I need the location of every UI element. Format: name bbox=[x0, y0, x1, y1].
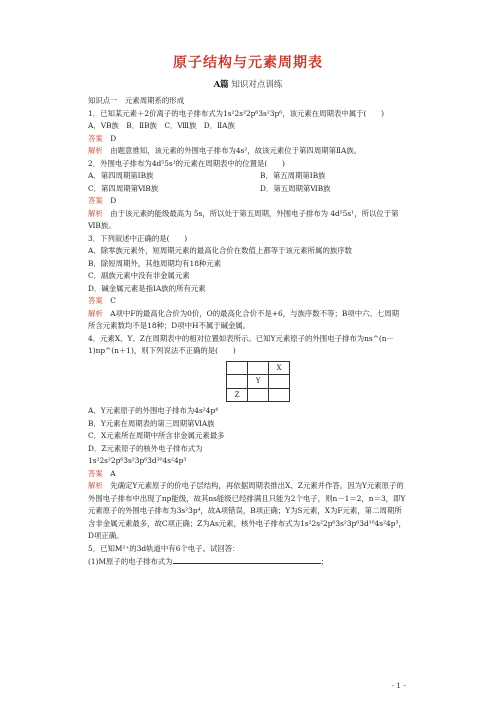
q5-sub1 bbox=[88, 555, 406, 569]
table-row bbox=[227, 388, 290, 402]
table-cell bbox=[248, 361, 269, 375]
q2-option-d: D．第五周期第ⅥB族 bbox=[260, 183, 331, 193]
page-title: 原子结构与元素周期表 bbox=[173, 55, 323, 71]
table-cell bbox=[269, 388, 290, 402]
q2-option-a: A．第四周期第ⅠB族 bbox=[88, 171, 154, 180]
q1-options: A．ⅤB族 B．ⅡB族 C．Ⅷ族 D．ⅡA族 bbox=[88, 121, 235, 130]
q1-answer bbox=[88, 133, 406, 146]
q2-options-row1 bbox=[88, 170, 406, 183]
q3-option-c: C．副族元素中没有非金属元素 bbox=[88, 271, 190, 280]
table-cell bbox=[227, 361, 248, 375]
q4-option-d-formula: 1s²2s²2p⁶3s²3p⁶3d¹⁰4s²4p³ bbox=[88, 456, 187, 465]
q5-sub1-end: ； bbox=[320, 557, 328, 566]
q4-stem: 4．元素X、Y、Z在周期表中的相对位置如表所示。已知Y元素原子的外围电子排布为ns^(n－1)np^(n＋1)，则下列说法不正确的是( ) bbox=[88, 333, 394, 355]
q4-option-c: C．X元素所在周期中所含非金属元素最多 bbox=[88, 431, 225, 440]
q5-sub1-text: (1)M原子的电子排布式为 bbox=[88, 557, 173, 566]
page-number: - 1 - bbox=[391, 681, 406, 690]
analysis-label: 解析 bbox=[88, 481, 103, 490]
answer-value: D bbox=[110, 133, 117, 143]
analysis-label: 解析 bbox=[88, 146, 103, 155]
q2-option-b: B．第五周期第ⅠB族 bbox=[260, 171, 326, 180]
table-row bbox=[227, 361, 290, 375]
q3-option-b: B．除短周期外，其他周期均有18种元素 bbox=[88, 258, 222, 268]
q3-option-a: A．除零族元素外，短周期元素的最高化合价在数值上都等于该元素所属的族序数 bbox=[88, 246, 353, 255]
q4-option-b: B．Y元素在周期表的第三周期第ⅥA族 bbox=[88, 418, 215, 428]
q3-option-d: D．碱金属元素是指ⅠA族的所有元素 bbox=[88, 283, 206, 293]
q3-answer bbox=[88, 295, 406, 308]
table-row bbox=[227, 375, 290, 389]
q2-analysis bbox=[88, 208, 406, 233]
table-cell: Z bbox=[227, 388, 248, 402]
table-cell bbox=[248, 388, 269, 402]
section-heading: 知识点一 元素周期系的形成 bbox=[88, 96, 185, 105]
analysis-text: 由题意推知，该元素的外围电子排布为4s²，故该元素位于第四周期第ⅡA族。 bbox=[110, 146, 362, 155]
page-subtitle bbox=[0, 78, 496, 90]
answer-label: 答案 bbox=[88, 468, 103, 478]
q5-stem: 5．已知M²⁺的3d轨道中有6个电子。试回答： bbox=[88, 543, 240, 553]
q4-analysis bbox=[88, 480, 406, 543]
table-cell bbox=[227, 375, 248, 389]
q4-answer bbox=[88, 468, 406, 481]
answer-label: 答案 bbox=[88, 196, 103, 205]
answer-blank bbox=[173, 555, 321, 564]
subtitle-part-label: A篇 bbox=[213, 80, 229, 90]
q4-option-d: D．Z元素原子的核外电子排布式为 bbox=[88, 443, 203, 453]
analysis-text: 由于该元素的能级最高为 5s，所以处于第五周期，外围电子排布为 4d⁵5s¹，所以位于第ⅥB族。 bbox=[88, 208, 399, 230]
answer-value: D bbox=[110, 196, 117, 205]
analysis-label: 解析 bbox=[88, 208, 103, 218]
q2-answer bbox=[88, 195, 406, 208]
q1-stem: 1．已知某元素＋2价离子的电子排布式为1s²2s²2p⁶3s²3p⁶，该元素在周期表中属于( ) bbox=[88, 108, 385, 118]
periodic-position-table bbox=[226, 361, 290, 403]
q2-option-c: C．第四周期第ⅥB族 bbox=[88, 183, 159, 193]
analysis-text: 先确定Y元素原子的价电子层结构，再依据周期表推出X、Z元素并作答。因为Y元素原子的外围电子排布中出现了np能级，故其ns能级已经排满且只能为2个电子，则n－1＝2，n＝3，即Y元素原子的外围电子排布为3s²3p⁴，故A项错误，B项正确；Y为S元素，X为F元素，第二周期所含非金属元素最多，故C项正确；Z为As元素，核外电子排布式为1s²2s²2p⁶3s²3p⁶3d¹⁰4s²4p³，D项正确。 bbox=[88, 481, 406, 540]
answer-value: A bbox=[110, 468, 116, 478]
document-body bbox=[88, 95, 406, 569]
table-cell: Y bbox=[248, 375, 269, 389]
answer-label: 答案 bbox=[88, 133, 103, 143]
answer-value: C bbox=[110, 296, 116, 305]
q4-option-a: A．Y元素原子的外围电子排布为4s²4p⁴ bbox=[88, 406, 219, 415]
q2-options-row2 bbox=[88, 183, 406, 196]
answer-label: 答案 bbox=[88, 296, 103, 305]
q3-analysis bbox=[88, 308, 406, 333]
analysis-text: A项中F的最高化合价为0价，O的最高化合价不是+6，与族序数不等；B项中六、七周期所含元素数均不是18种；D项中H不属于碱金属。 bbox=[88, 308, 400, 330]
q2-stem: 2．外围电子排布为4d⁵5s¹的元素在周期表中的位置是( ) bbox=[88, 158, 285, 168]
table-cell bbox=[269, 375, 290, 389]
table-cell: X bbox=[269, 361, 290, 375]
analysis-label: 解析 bbox=[88, 308, 103, 318]
q3-stem: 3．下列叙述中正确的是( ) bbox=[88, 233, 188, 243]
q1-analysis bbox=[88, 145, 406, 158]
subtitle-text: 知识对点训练 bbox=[231, 80, 283, 90]
